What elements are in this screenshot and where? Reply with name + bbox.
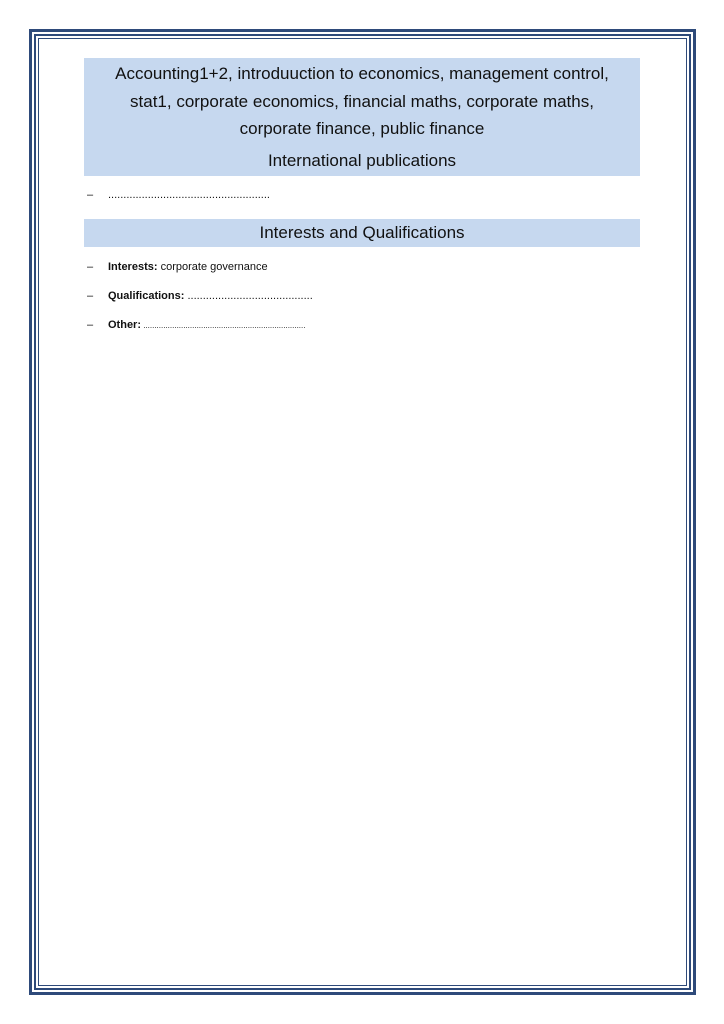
- courses-line-3: corporate finance, public finance: [239, 119, 485, 138]
- courses-line-1: Accounting1+2, introduuction to economics, management control,: [115, 64, 609, 83]
- item-value: .........................................: [184, 290, 313, 302]
- bullet-dash: –: [87, 290, 94, 302]
- list-item-other: [87, 317, 313, 333]
- item-label: Interests:: [108, 261, 158, 273]
- item-value: corporate governance: [157, 261, 268, 273]
- courses-line-2: stat1, corporate economics, financial maths, corporate maths,: [130, 91, 594, 111]
- bullet-dash: –: [87, 189, 94, 201]
- item-value: .........................................................................: [141, 321, 306, 330]
- page-border-inner: [38, 38, 687, 986]
- interests-qualifications-heading: Interests and Qualifications: [84, 219, 640, 247]
- list-item-qualifications: [87, 288, 313, 304]
- courses-block: [84, 58, 640, 176]
- item-label: Qualifications:: [108, 290, 185, 302]
- bullet-dash: –: [87, 261, 94, 273]
- list-item-interests: [87, 259, 313, 275]
- publication-placeholder: .....................................................: [108, 189, 270, 201]
- item-label: Other:: [108, 319, 141, 331]
- publications-heading: International publications: [267, 150, 457, 170]
- publication-entry: [87, 187, 270, 203]
- interests-list: [87, 259, 313, 346]
- bullet-dash: –: [87, 319, 94, 331]
